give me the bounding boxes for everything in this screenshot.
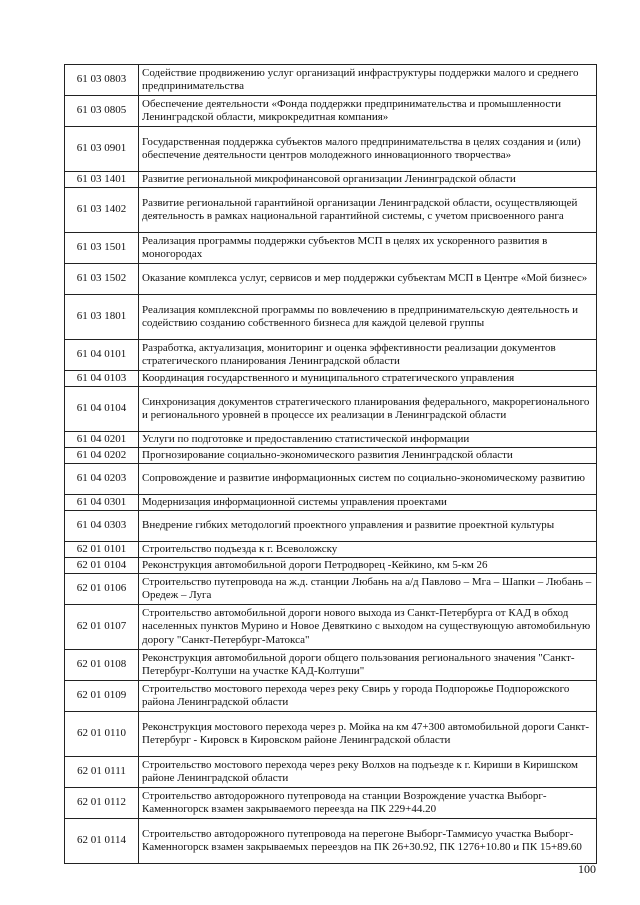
table-row [65, 96, 597, 127]
row-code: 62 01 0104 [65, 558, 139, 574]
row-description: Строительство путепровода на ж.д. станции Любань на а/д Павлово – Мга – Шапки – Любань – Оредеж – Луга [139, 574, 597, 605]
row-description: Модернизация информационной системы управления проектами [139, 495, 597, 511]
table-row [65, 127, 597, 172]
row-code: 61 04 0202 [65, 448, 139, 464]
row-description: Сопровождение и развитие информационных систем по социально-экономическому развитию [139, 464, 597, 495]
row-description: Строительство автодорожного путепровода на станции Возрождение участка Выборг-Каменногорск взамен закрываемого переезда на ПК 229+44.20 [139, 788, 597, 819]
table-row [65, 757, 597, 788]
row-description: Строительство автомобильной дороги нового выхода из Санкт-Петербурга от КАД в обход населенных пунктов Мурино и Новое Девяткино с выходом на существующую автомобильную дорогу "Санкт-Петербург-Матокса" [139, 605, 597, 650]
row-code: 61 03 1402 [65, 188, 139, 233]
table-row [65, 650, 597, 681]
row-description: Услуги по подготовке и предоставлению статистической информации [139, 432, 597, 448]
row-code: 61 04 0303 [65, 511, 139, 542]
table-row [65, 340, 597, 371]
table-row [65, 448, 597, 464]
row-description: Реконструкция автомобильной дороги Петродворец -Кейкино, км 5-км 26 [139, 558, 597, 574]
row-code: 62 01 0101 [65, 542, 139, 558]
row-description: Строительство мостового перехода через реку Свирь у города Подпорожье Подпорожского района Ленинградской области [139, 681, 597, 712]
row-description: Строительство мостового перехода через реку Волхов на подъезде к г. Кириши в Киришском районе Ленинградской области [139, 757, 597, 788]
row-code: 61 03 1801 [65, 295, 139, 340]
row-code: 61 04 0101 [65, 340, 139, 371]
row-code: 61 04 0301 [65, 495, 139, 511]
table-row [65, 558, 597, 574]
row-description: Реконструкция автомобильной дороги общего пользования регионального значения "Санкт-Петербург-Колтуши на участке КАД-Колтуши" [139, 650, 597, 681]
table-row [65, 371, 597, 387]
row-description: Прогнозирование социально-экономического развития Ленинградской области [139, 448, 597, 464]
table-row [65, 172, 597, 188]
row-description: Оказание комплекса услуг, сервисов и мер поддержки субъектам МСП в Центре «Мой бизнес» [139, 264, 597, 295]
row-code: 61 03 0803 [65, 65, 139, 96]
row-description: Внедрение гибких методологий проектного управления и развитие проектной культуры [139, 511, 597, 542]
table-row [65, 295, 597, 340]
table-row [65, 681, 597, 712]
page-number: 100 [578, 862, 596, 876]
table-row [65, 233, 597, 264]
row-description: Реконструкция мостового перехода через р. Мойка на км 47+300 автомобильной дороги Санкт-Петербург - Кировск в Кировском районе Ленинградской области [139, 712, 597, 757]
row-description: Развитие региональной гарантийной организации Ленинградской области, осуществляющей деятельность в рамках национальной гарантийной системы, с учетом присвоенного ранга [139, 188, 597, 233]
row-description: Строительство подъезда к г. Всеволожску [139, 542, 597, 558]
budget-code-table [64, 64, 597, 864]
row-code: 61 04 0203 [65, 464, 139, 495]
table-body [65, 65, 597, 864]
table-row [65, 264, 597, 295]
row-description: Реализация программы поддержки субъектов МСП в целях их ускоренного развития в моногородах [139, 233, 597, 264]
table-row [65, 819, 597, 864]
row-code: 62 01 0108 [65, 650, 139, 681]
row-description: Разработка, актуализация, мониторинг и оценка эффективности реализации документов стратегического планирования Ленинградской области [139, 340, 597, 371]
table-row [65, 712, 597, 757]
row-description: Развитие региональной микрофинансовой организации Ленинградской области [139, 172, 597, 188]
row-code: 62 01 0114 [65, 819, 139, 864]
row-description: Строительство автодорожного путепровода на перегоне Выборг-Таммисуо участка Выборг-Каменногорск взамен закрываемых переездов на ПК 26+30.92, ПК 1276+10.80 и ПК 15+89.60 [139, 819, 597, 864]
table-row [65, 464, 597, 495]
row-description: Содействие продвижению услуг организаций инфраструктуры поддержки малого и среднего предпринимательства [139, 65, 597, 96]
row-code: 61 04 0201 [65, 432, 139, 448]
table-row [65, 495, 597, 511]
table-row [65, 188, 597, 233]
table-row [65, 432, 597, 448]
row-code: 62 01 0112 [65, 788, 139, 819]
row-code: 61 03 1502 [65, 264, 139, 295]
row-description: Координация государственного и муниципального стратегического управления [139, 371, 597, 387]
row-code: 61 03 0805 [65, 96, 139, 127]
table-row [65, 65, 597, 96]
row-code: 61 03 1401 [65, 172, 139, 188]
row-description: Обеспечение деятельности «Фонда поддержки предпринимательства и промышленности Ленинградской области, микрокредитная компания» [139, 96, 597, 127]
table-row [65, 387, 597, 432]
table-row [65, 788, 597, 819]
row-code: 62 01 0111 [65, 757, 139, 788]
row-description: Государственная поддержка субъектов малого предпринимательства в целях создания и (или) обеспечение деятельности центров молодежного инновационного творчества» [139, 127, 597, 172]
row-code: 62 01 0107 [65, 605, 139, 650]
table-row [65, 574, 597, 605]
row-code: 61 04 0103 [65, 371, 139, 387]
row-code: 61 03 0901 [65, 127, 139, 172]
row-code: 62 01 0110 [65, 712, 139, 757]
table-row [65, 542, 597, 558]
row-code: 61 04 0104 [65, 387, 139, 432]
row-description: Синхронизация документов стратегического планирования федерального, макрорегионального и регионального уровней в процессе их реализации в Ленинградской области [139, 387, 597, 432]
table-row [65, 605, 597, 650]
row-code: 62 01 0106 [65, 574, 139, 605]
row-code: 61 03 1501 [65, 233, 139, 264]
row-code: 62 01 0109 [65, 681, 139, 712]
table-row [65, 511, 597, 542]
row-description: Реализация комплексной программы по вовлечению в предпринимательскую деятельность и содействию созданию собственного бизнеса для каждой целевой группы [139, 295, 597, 340]
